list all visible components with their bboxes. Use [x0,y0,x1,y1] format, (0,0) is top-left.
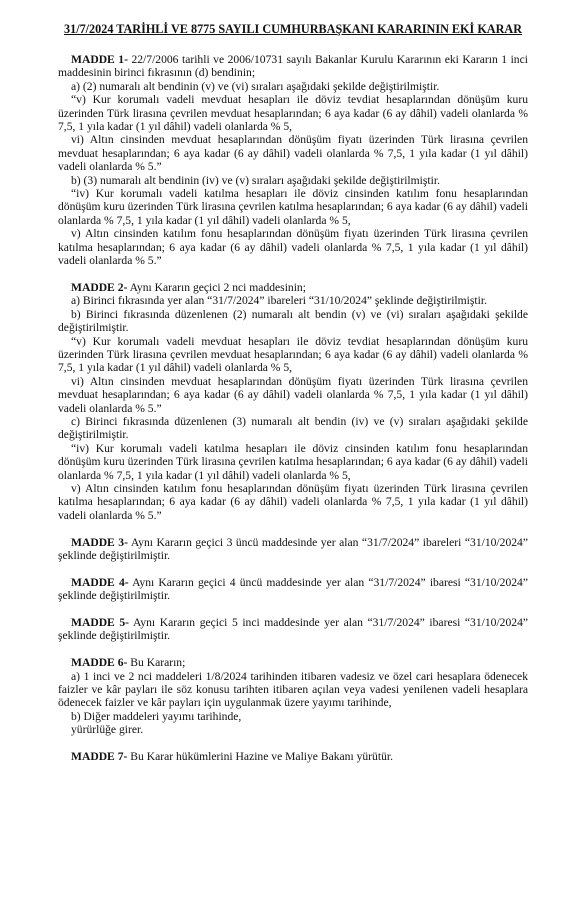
madde-1-intro [58,53,528,80]
madde-4-text: Aynı Kararın geçici 4 üncü maddesinde yer alan “31/7/2024” ibaresi “31/10/2024” şeklinde değiştirilmiştir. [58,575,528,603]
madde-6-text: Bu Kararın; [130,656,186,670]
madde-2-item-v: “v) Kur korumalı vadeli mevduat hesapları ile döviz tevdiat hesaplarından dönüşüm kuru üzerinden Türk lirasına çevrilen mevduat hesaplarından; 6 aya kadar (6 ay dâhil) vadeli olanlarda % 7,5, 1 yıla kadar (1 yıl dâhil) vadeli olanlarda % 5, [58,334,528,375]
madde-6-item-b: b) Diğer maddeleri yayımı tarihinde, [71,709,242,723]
madde-1-item-b: b) (3) numaralı alt bendinin (iv) ve (v) sıraları aşağıdaki şekilde değiştirilmiştir. [71,173,440,187]
madde-5-heading: MADDE 5- [71,616,130,629]
madde-2-item-c: c) Birinci fıkrasında düzenlenen (3) numaralı alt bendin (iv) ve (v) sıraları aşağıdaki şekilde değiştirilmiştir. [58,414,528,442]
madde-2-text: Aynı Kararın geçici 2 nci maddesinin; [129,280,306,294]
madde-2-item-v2: v) Altın cinsinden katılım fonu hesaplarından dönüşüm fiyatı üzerinden Türk lirasına çevrilen katılma hesaplarından; 6 aya kadar (6 ay dâhil) vadeli olanlarda % 7,5, 1 yıla kadar (1 yıl dâhil) vadeli olanlarda % 5.” [58,481,528,522]
madde-1-item-a: a) (2) numaralı alt bendinin (v) ve (vi) sıraları aşağıdaki şekilde değiştirilmiştir. [71,79,440,93]
madde-7-text: Bu Karar hükümlerini Hazine ve Maliye Bakanı yürütür. [130,750,393,764]
madde-6-closing: yürürlüğe girer. [71,723,144,737]
madde-2-item-vi: vi) Altın cinsinden mevduat hesaplarından dönüşüm fiyatı üzerinden Türk lirasına çevrilen mevduat hesaplarından; 6 aya kadar (6 ay dâhil) vadeli olanlarda % 7,5, 1 yıla kadar (1 yıl dâhil) vadeli olanlarda % 5.” [58,374,528,415]
madde-1-item-vi: vi) Altın cinsinden mevduat hesaplarından dönüşüm fiyatı üzerinden Türk lirasına çevrilen mevduat hesaplarından; 6 aya kadar (6 ay dâhil) vadeli olanlarda % 7,5, 1 yıla kadar (1 yıl dâhil) vadeli olanlarda % 5.” [58,133,528,174]
madde-6-item-a: a) 1 inci ve 2 nci maddeleri 1/8/2024 tarihinden itibaren vadesiz ve özel cari hesaplara ödenecek faizler ve kâr payları ile söz konusu tarihten itibaren açılan veya vadesi yenilenen vadeli hesaplara ödenecek faizler ve kâr payları için uygulanmak üzere yayımı tarihinde, [58,669,528,710]
madde-4 [58,576,528,603]
madde-7-heading: MADDE 7- [71,750,128,764]
madde-3-text: Aynı Kararın geçici 3 üncü maddesinde yer alan “31/7/2024” ibareleri “31/10/2024” şeklinde değiştirilmiştir. [58,535,528,562]
madde-1-item-v: “v) Kur korumalı vadeli mevduat hesapları ile döviz tevdiat hesaplarından dönüşüm kuru üzerinden Türk lirasına çevrilen mevduat hesaplarından; 6 aya kadar (6 ay dâhil) vadeli olanlarda % 7,5, 1 yıla kadar (1 yıl dâhil) vadeli olanlarda % 5, [58,93,528,134]
madde-1-heading: MADDE 1- [71,53,128,66]
madde-1-item-v2: v) Altın cinsinden katılım fonu hesaplarından dönüşüm fiyatı üzerinden Türk lirasına çevrilen katılma hesaplarından; 6 aya kadar (6 ay dâhil) vadeli olanlarda % 7,5, 1 yıla kadar (1 yıl dâhil) vadeli olanlarda % 5.” [58,227,528,268]
madde-2-intro [58,281,528,294]
madde-2-item-b: b) Birinci fıkrasında düzenlenen (2) numaralı alt bendin (v) ve (vi) sıraları aşağıdaki şekilde değiştirilmiştir. [58,307,528,335]
madde-6-heading: MADDE 6- [71,656,128,670]
madde-5-text: Aynı Kararın geçici 5 inci maddesinde yer alan “31/7/2024” ibaresi “31/10/2024” şeklinde değiştirilmiştir. [58,616,529,643]
madde-6-intro [58,656,528,669]
madde-3-heading: MADDE 3- [71,535,128,549]
document-title: 31/7/2024 TARİHLİ VE 8775 SAYILI CUMHURBAŞKANI KARARININ EKİ KARAR [64,22,522,36]
madde-3 [58,536,528,563]
madde-1-item-iv: “iv) Kur korumalı vadeli katılma hesapları ile döviz cinsinden katılım fonu hesaplarından dönüşüm kuru üzerinden Türk lirasına çevrilen katılma hesaplarından; 6 aya kadar (6 ay dâhil) vadeli olanlarda % 7,5, 1 yıla kadar (1 yıl dâhil) vadeli olanlarda % 5, [58,187,528,227]
madde-1-text: 22/7/2006 tarihli ve 2006/10731 sayılı Bakanlar Kurulu Kararının eki Kararın 1 inci maddesinin birinci fıkrasının (d) bendinin; [58,53,528,80]
madde-2-item-a: a) Birinci fıkrasında yer alan “31/7/2024” ibareleri “31/10/2024” şeklinde değiştirilmiştir. [71,294,487,308]
madde-5 [58,616,528,643]
madde-2-item-iv: “iv) Kur korumalı vadeli katılma hesapları ile döviz cinsinden katılım fonu hesaplarından dönüşüm kuru üzerinden Türk lirasına çevrilen katılma hesaplarından; 6 aya kadar (6 ay dâhil) vadeli olanlarda % 7,5, 1 yıla kadar (1 yıl dâhil) vadeli olanlarda % 5, [58,441,528,482]
madde-2-heading: MADDE 2- [71,280,128,294]
madde-4-heading: MADDE 4- [71,575,129,589]
madde-7 [58,750,528,763]
